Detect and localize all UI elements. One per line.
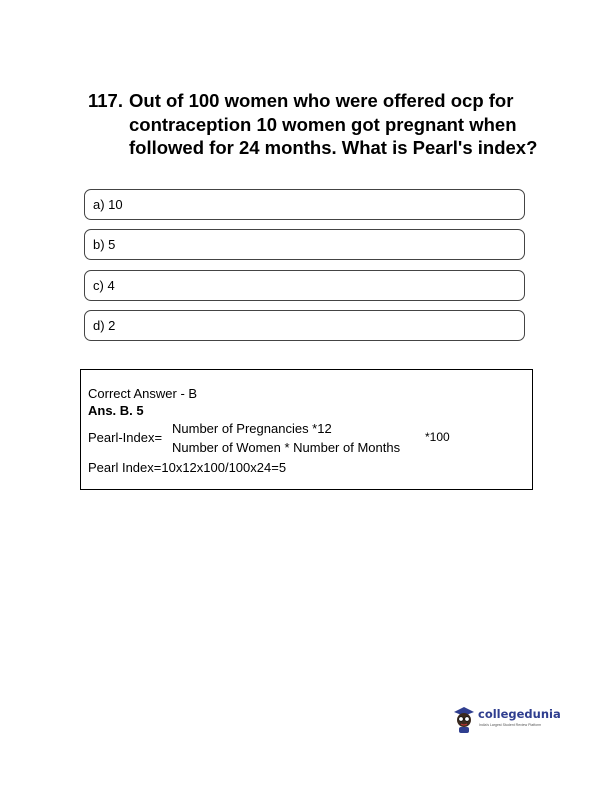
logo-tagline: India's Largest Student Review Platform: [479, 723, 542, 727]
option-c-label: c) 4: [93, 278, 115, 293]
formula-prefix: Pearl-Index=: [88, 430, 163, 445]
option-d[interactable]: [84, 310, 525, 341]
ans-line: Ans. B. 5: [88, 403, 144, 418]
graduate-mascot-icon: [452, 704, 476, 734]
question-text: Out of 100 women who were offered ocp for contraception 10 women got pregnant when followed for 24 months. What is Pearl's index?: [129, 90, 538, 158]
option-a[interactable]: [84, 189, 525, 220]
option-d-label: d) 2: [93, 318, 116, 333]
answer-box: [80, 369, 533, 490]
formula-denominator: Number of Women * Number of Months: [172, 440, 401, 455]
logo-name: collegedunia: [478, 707, 561, 721]
collegedunia-logo: [452, 704, 562, 738]
option-c[interactable]: [84, 270, 525, 301]
option-b[interactable]: [84, 229, 525, 260]
option-a-label: a) 10: [93, 197, 123, 212]
formula-numerator: Number of Pregnancies *12: [172, 421, 332, 436]
calc-line: Pearl Index=10x12x100/100x24=5: [88, 460, 287, 475]
question: [88, 89, 548, 160]
option-b-label: b) 5: [93, 237, 116, 252]
question-number: 117.: [88, 90, 123, 111]
correct-answer-line: Correct Answer - B: [88, 386, 198, 401]
formula-suffix: *100: [425, 430, 450, 444]
